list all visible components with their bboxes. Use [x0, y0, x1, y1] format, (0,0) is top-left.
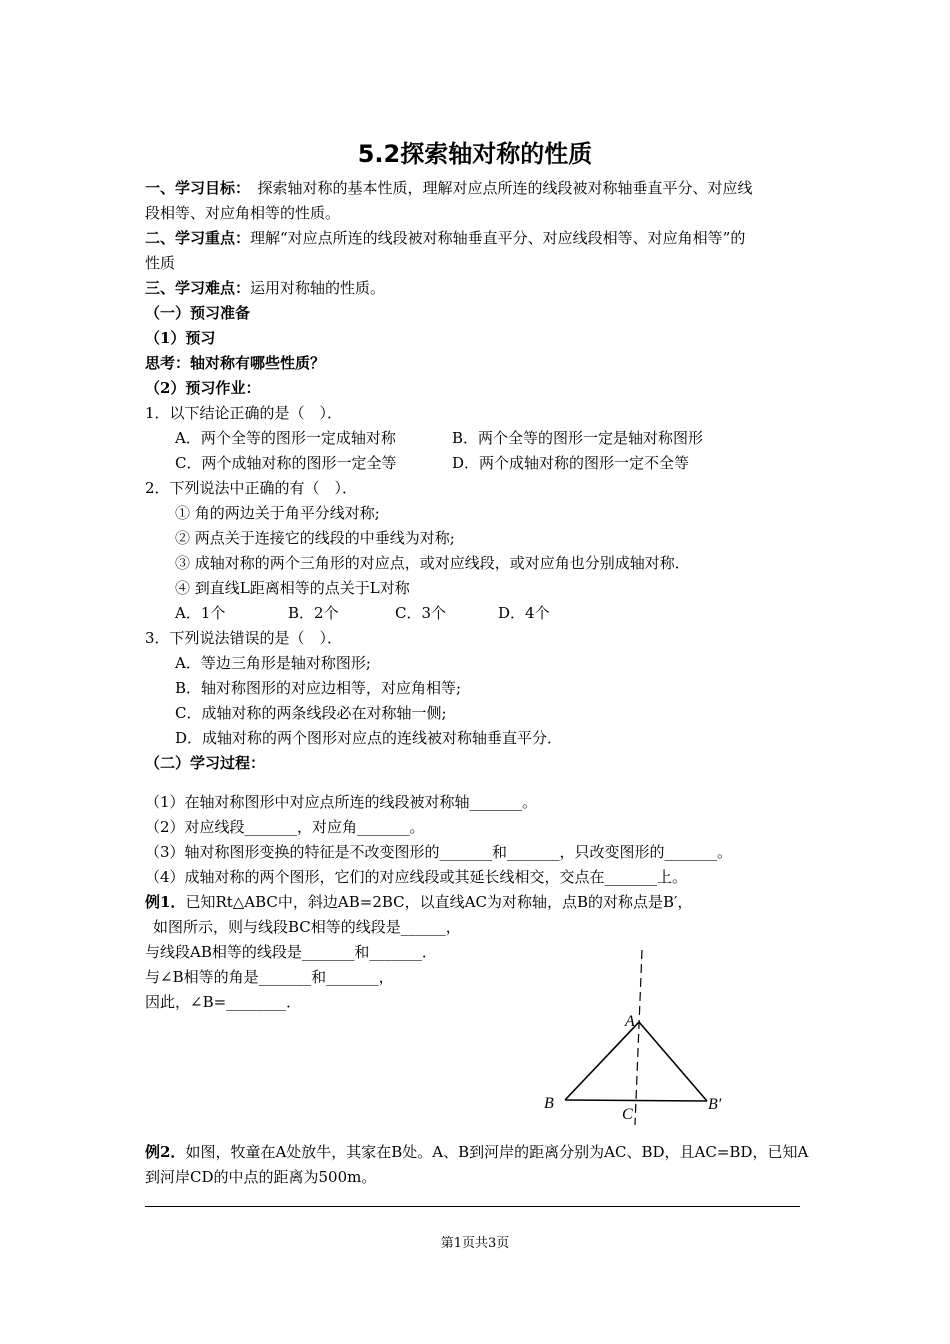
key-points-text-1: 理解“对应点所连的线段被对称轴垂直平分、对应线段相等、对应角相等”的 — [250, 229, 746, 247]
page-title: 5.2探索轴对称的性质 — [357, 140, 593, 168]
difficulty-text: 运用对称轴的性质。 — [250, 279, 386, 297]
process-item-2: （2）对应线段_______，对应角_______。 — [145, 818, 425, 836]
q1-option-b: B．两个全等的图形一定是轴对称图形 — [452, 429, 704, 447]
q2-statement-3: ③ 成轴对称的两个三角形的对应点，或对应线段，或对应角也分别成轴对称． — [175, 554, 690, 572]
q2-stem: 2．下列说法中正确的有（ ）． — [145, 479, 358, 497]
difficulty-line — [145, 278, 385, 298]
key-points-label: 二、学习重点： — [145, 229, 251, 247]
prep-subheading-1: （1）预习 — [145, 329, 216, 347]
point-b-label: B — [544, 1095, 554, 1112]
q3-stem: 3．下列说法错误的是（ ）． — [145, 629, 343, 647]
example2-label: 例2． — [145, 1143, 186, 1161]
q1-option-a: A．两个全等的图形一定成轴对称 — [175, 429, 396, 447]
example1-text-2: 如图所示，则与线段BC相等的线段是______， — [153, 918, 461, 936]
example1-text-5: 因此，∠B=________． — [145, 993, 302, 1011]
objectives-line-1 — [145, 178, 753, 198]
segment-ab — [565, 1022, 639, 1100]
q2-statement-4: ④ 到直线L距离相等的点关于L对称 — [175, 579, 410, 597]
point-a-label: A — [625, 1013, 635, 1030]
q1-stem: 1．以下结论正确的是（ ）． — [145, 404, 343, 422]
prep-think: 思考：轴对称有哪些性质？ — [145, 354, 326, 372]
prep-heading: （一）预习准备 — [145, 304, 251, 322]
footer-divider — [145, 1206, 800, 1207]
point-b-prime-label: B′ — [708, 1096, 722, 1113]
example2-text-1: 如图，牧童在A处放牛，其家在B处。A、B到河岸的距离分别为AC、BD，且AC=BD，已知A — [185, 1143, 809, 1161]
q1-option-c: C．两个成轴对称的图形一定全等 — [175, 454, 397, 472]
process-heading: （二）学习过程： — [145, 754, 266, 772]
point-c-label: C — [622, 1106, 633, 1123]
q2-option-b: B．2个 — [288, 604, 339, 622]
symmetry-axis — [635, 950, 642, 1125]
q2-statement-2: ② 两点关于连接它的线段的中垂线为对称; — [175, 529, 455, 547]
example1-text-3: 与线段AB相等的线段是_______和_______． — [145, 943, 437, 961]
objectives-text-2: 段相等、对应角相等的性质。 — [145, 204, 341, 222]
process-item-4: （4）成轴对称的两个图形，它们的对应线段或其延长线相交，交点在_______上。 — [145, 868, 688, 886]
q1-option-d: D．两个成轴对称的图形一定不全等 — [452, 454, 690, 472]
process-item-3: （3）轴对称图形变换的特征是不改变图形的_______和_______，只改变图形的_______。 — [145, 843, 733, 861]
key-points-text-2: 性质 — [145, 254, 176, 272]
difficulty-label: 三、学习难点： — [145, 279, 251, 297]
prep-subheading-2: （2）预习作业： — [145, 379, 261, 397]
process-item-1: （1）在轴对称图形中对应点所连的线段被对称轴_______。 — [145, 793, 538, 811]
example1-line-1 — [145, 892, 692, 912]
example2-line-1 — [145, 1142, 808, 1162]
example1-label: 例1． — [145, 893, 186, 911]
q3-option-c: C．成轴对称的两条线段必在对称轴一侧; — [175, 704, 447, 722]
triangle-figure — [535, 945, 765, 1130]
objectives-label: 一、学习目标： — [145, 179, 243, 197]
segment-bb-prime — [565, 1100, 707, 1101]
example2-text-2: 到河岸CD的中点的距离为500m。 — [145, 1168, 377, 1186]
q2-option-a: A．1个 — [175, 604, 226, 622]
q2-option-c: C．3个 — [395, 604, 447, 622]
segment-ab-prime — [639, 1022, 707, 1101]
q3-option-b: B．轴对称图形的对应边相等，对应角相等; — [175, 679, 462, 697]
example1-text-1: 已知Rt△ABC中，斜边AB=2BC，以直线AC为对称轴，点B的对称点是B′， — [185, 893, 693, 911]
q2-statement-1: ① 角的两边关于角平分线对称; — [175, 504, 380, 522]
q3-option-a: A．等边三角形是轴对称图形; — [175, 654, 371, 672]
q3-option-d: D．成轴对称的两个图形对应点的连线被对称轴垂直平分． — [175, 729, 563, 747]
key-points-line-1 — [145, 228, 745, 248]
page-footer: 第1页共3页 — [440, 1236, 510, 1251]
q2-option-d: D．4个 — [498, 604, 550, 622]
objectives-text-1: 探索轴对称的基本性质，理解对应点所连的线段被对称轴垂直平分、对应线 — [242, 179, 753, 197]
example1-text-4: 与∠B相等的角是_______和_______， — [145, 968, 394, 986]
